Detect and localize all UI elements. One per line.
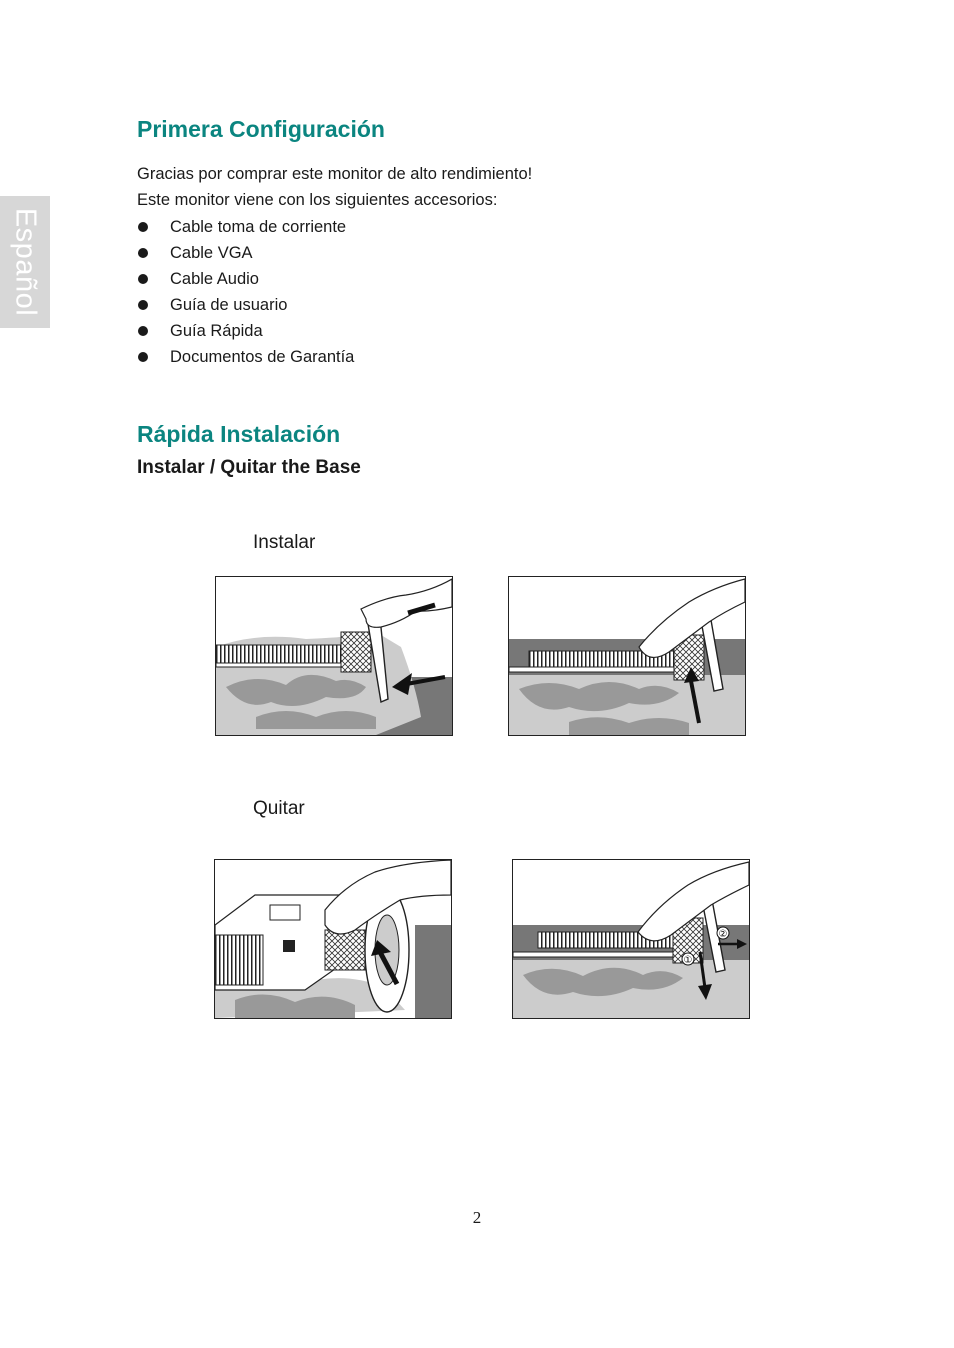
accessory-label: Guía de usuario <box>170 296 288 314</box>
accessories-list <box>137 215 354 371</box>
list-item <box>137 293 354 319</box>
accessory-label: Cable Audio <box>170 270 259 288</box>
install-illustration-1 <box>215 576 453 736</box>
step-marker-2: ② <box>718 929 728 940</box>
intro-text-line-1: Gracias por comprar este monitor de alto rendimiento! <box>137 165 533 183</box>
section-title-first-setup: Primera Configuración <box>137 116 385 142</box>
intro-text-line-2: Este monitor viene con los siguientes accesorios: <box>137 191 498 209</box>
bullet-icon <box>138 274 148 284</box>
install-illustration-2 <box>508 576 746 736</box>
language-side-tab <box>0 196 50 328</box>
bullet-icon <box>138 352 148 362</box>
page-number: 2 <box>472 1208 482 1227</box>
accessory-label: Guía Rápida <box>170 322 263 340</box>
bullet-icon <box>138 248 148 258</box>
accessory-label: Cable toma de corriente <box>170 218 347 236</box>
list-item <box>137 267 354 293</box>
step-marker-1: ① <box>683 955 693 966</box>
language-tab-label: Español <box>9 207 42 317</box>
list-item <box>137 241 354 267</box>
accessory-label: Documentos de Garantía <box>170 348 355 366</box>
remove-illustration-2 <box>512 859 750 1019</box>
install-label: Instalar <box>253 532 316 553</box>
section-title-quick-install: Rápida Instalación <box>137 421 341 447</box>
list-item <box>137 345 354 371</box>
list-item <box>137 215 354 241</box>
accessory-label: Cable VGA <box>170 244 253 262</box>
bullet-icon <box>138 326 148 336</box>
remove-label: Quitar <box>253 798 305 819</box>
bullet-icon <box>138 222 148 232</box>
remove-illustration-1 <box>214 859 452 1019</box>
section-subtitle-base: Instalar / Quitar the Base <box>137 457 361 478</box>
list-item <box>137 319 354 345</box>
bullet-icon <box>138 300 148 310</box>
